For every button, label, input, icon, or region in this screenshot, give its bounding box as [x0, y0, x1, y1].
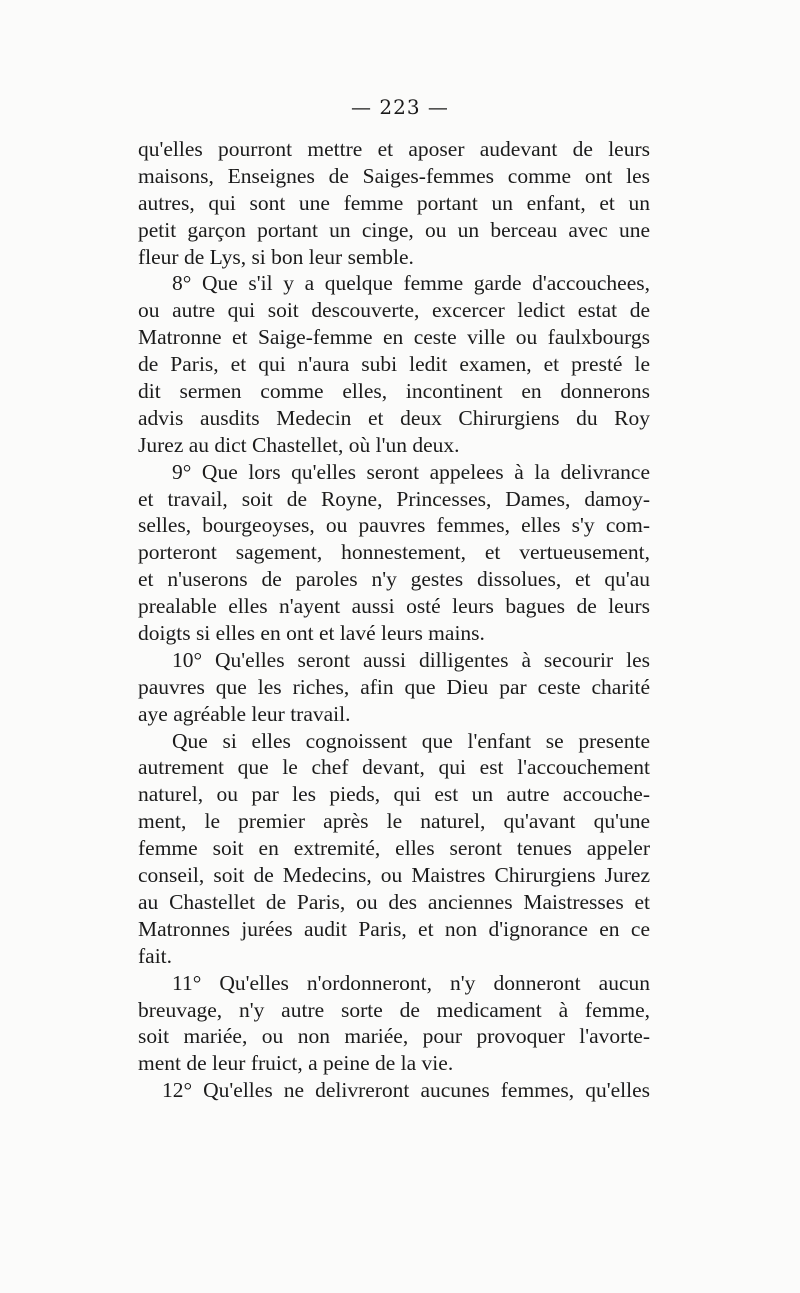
text-line: Jurez au dict Chastellet, où l'un deux.	[138, 432, 460, 457]
text-line: naturel, ou par les pieds, qui est un autre accouche-	[138, 782, 650, 807]
text-line: 10° Qu'elles seront aussi dilligentes à secourir les	[172, 647, 650, 672]
text-line: 11° Qu'elles n'ordonneront, n'y donneront aucun	[172, 970, 650, 995]
text-line: femme soit en extremité, elles seront tenues appeler	[138, 836, 650, 861]
text-line: aye agréable leur travail.	[138, 701, 351, 726]
text-line: 12° Qu'elles ne delivreront aucunes femmes, qu'elles	[162, 1078, 650, 1103]
text-line: fleur de Lys, si bon leur semble.	[138, 244, 414, 269]
text-line: maisons, Enseignes de Saiges-femmes comme ont les	[138, 163, 650, 188]
text-line: fait.	[138, 943, 173, 968]
text-line: conseil, soit de Medecins, ou Maistres Chirurgiens Jurez	[138, 863, 650, 888]
text-line: 9° Que lors qu'elles seront appelees à la delivrance	[172, 459, 650, 484]
text-line: et travail, soit de Royne, Princesses, Dames, damoy-	[138, 486, 650, 511]
text-line: ou autre qui soit descouverte, excercer ledict estat de	[138, 298, 650, 323]
text-line: Matronne et Saige-femme en ceste ville ou faulxbourgs	[138, 325, 650, 350]
text-line: ment, le premier après le naturel, qu'avant qu'une	[138, 809, 650, 834]
text-line: Que si elles cognoissent que l'enfant se presente	[172, 728, 650, 753]
text-line: au Chastellet de Paris, ou des anciennes Maistresses et	[138, 889, 650, 914]
text-line: autrement que le chef devant, qui est l'accouchement	[138, 755, 650, 780]
body-text	[138, 136, 650, 1104]
text-line: Matronnes jurées audit Paris, et non d'ignorance en ce	[138, 916, 650, 941]
text-line: et n'userons de paroles n'y gestes dissolues, et qu'au	[138, 567, 650, 592]
text-line: ment de leur fruict, a peine de la vie.	[138, 1051, 454, 1076]
text-line: prealable elles n'ayent aussi osté leurs bagues de leurs	[138, 594, 650, 619]
page-number: — 223 —	[351, 95, 449, 119]
text-line: soit mariée, ou non mariée, pour provoquer l'avorte-	[138, 1024, 650, 1049]
text-line: autres, qui sont une femme portant un enfant, et un	[138, 190, 650, 215]
text-line: dit sermen comme elles, incontinent en donnerons	[138, 379, 650, 404]
text-line: petit garçon portant un cinge, ou un berceau avec une	[138, 217, 650, 242]
text-line: breuvage, n'y autre sorte de medicament à femme,	[138, 997, 650, 1022]
text-line: qu'elles pourront mettre et aposer audevant de leurs	[138, 137, 650, 161]
text-line: advis ausdits Medecin et deux Chirurgiens du Roy	[138, 405, 650, 430]
text-line: de Paris, et qui n'aura subi ledit examen, et presté le	[138, 352, 650, 377]
text-line: 8° Que s'il y a quelque femme garde d'accouchees,	[172, 271, 650, 296]
text-line: doigts si elles en ont et lavé leurs mains.	[138, 621, 485, 646]
text-line: pauvres que les riches, afin que Dieu par ceste charité	[138, 674, 650, 699]
text-line: porteront sagement, honnestement, et vertueusement,	[138, 540, 650, 565]
text-line: selles, bourgeoyses, ou pauvres femmes, elles s'y com-	[138, 513, 650, 538]
